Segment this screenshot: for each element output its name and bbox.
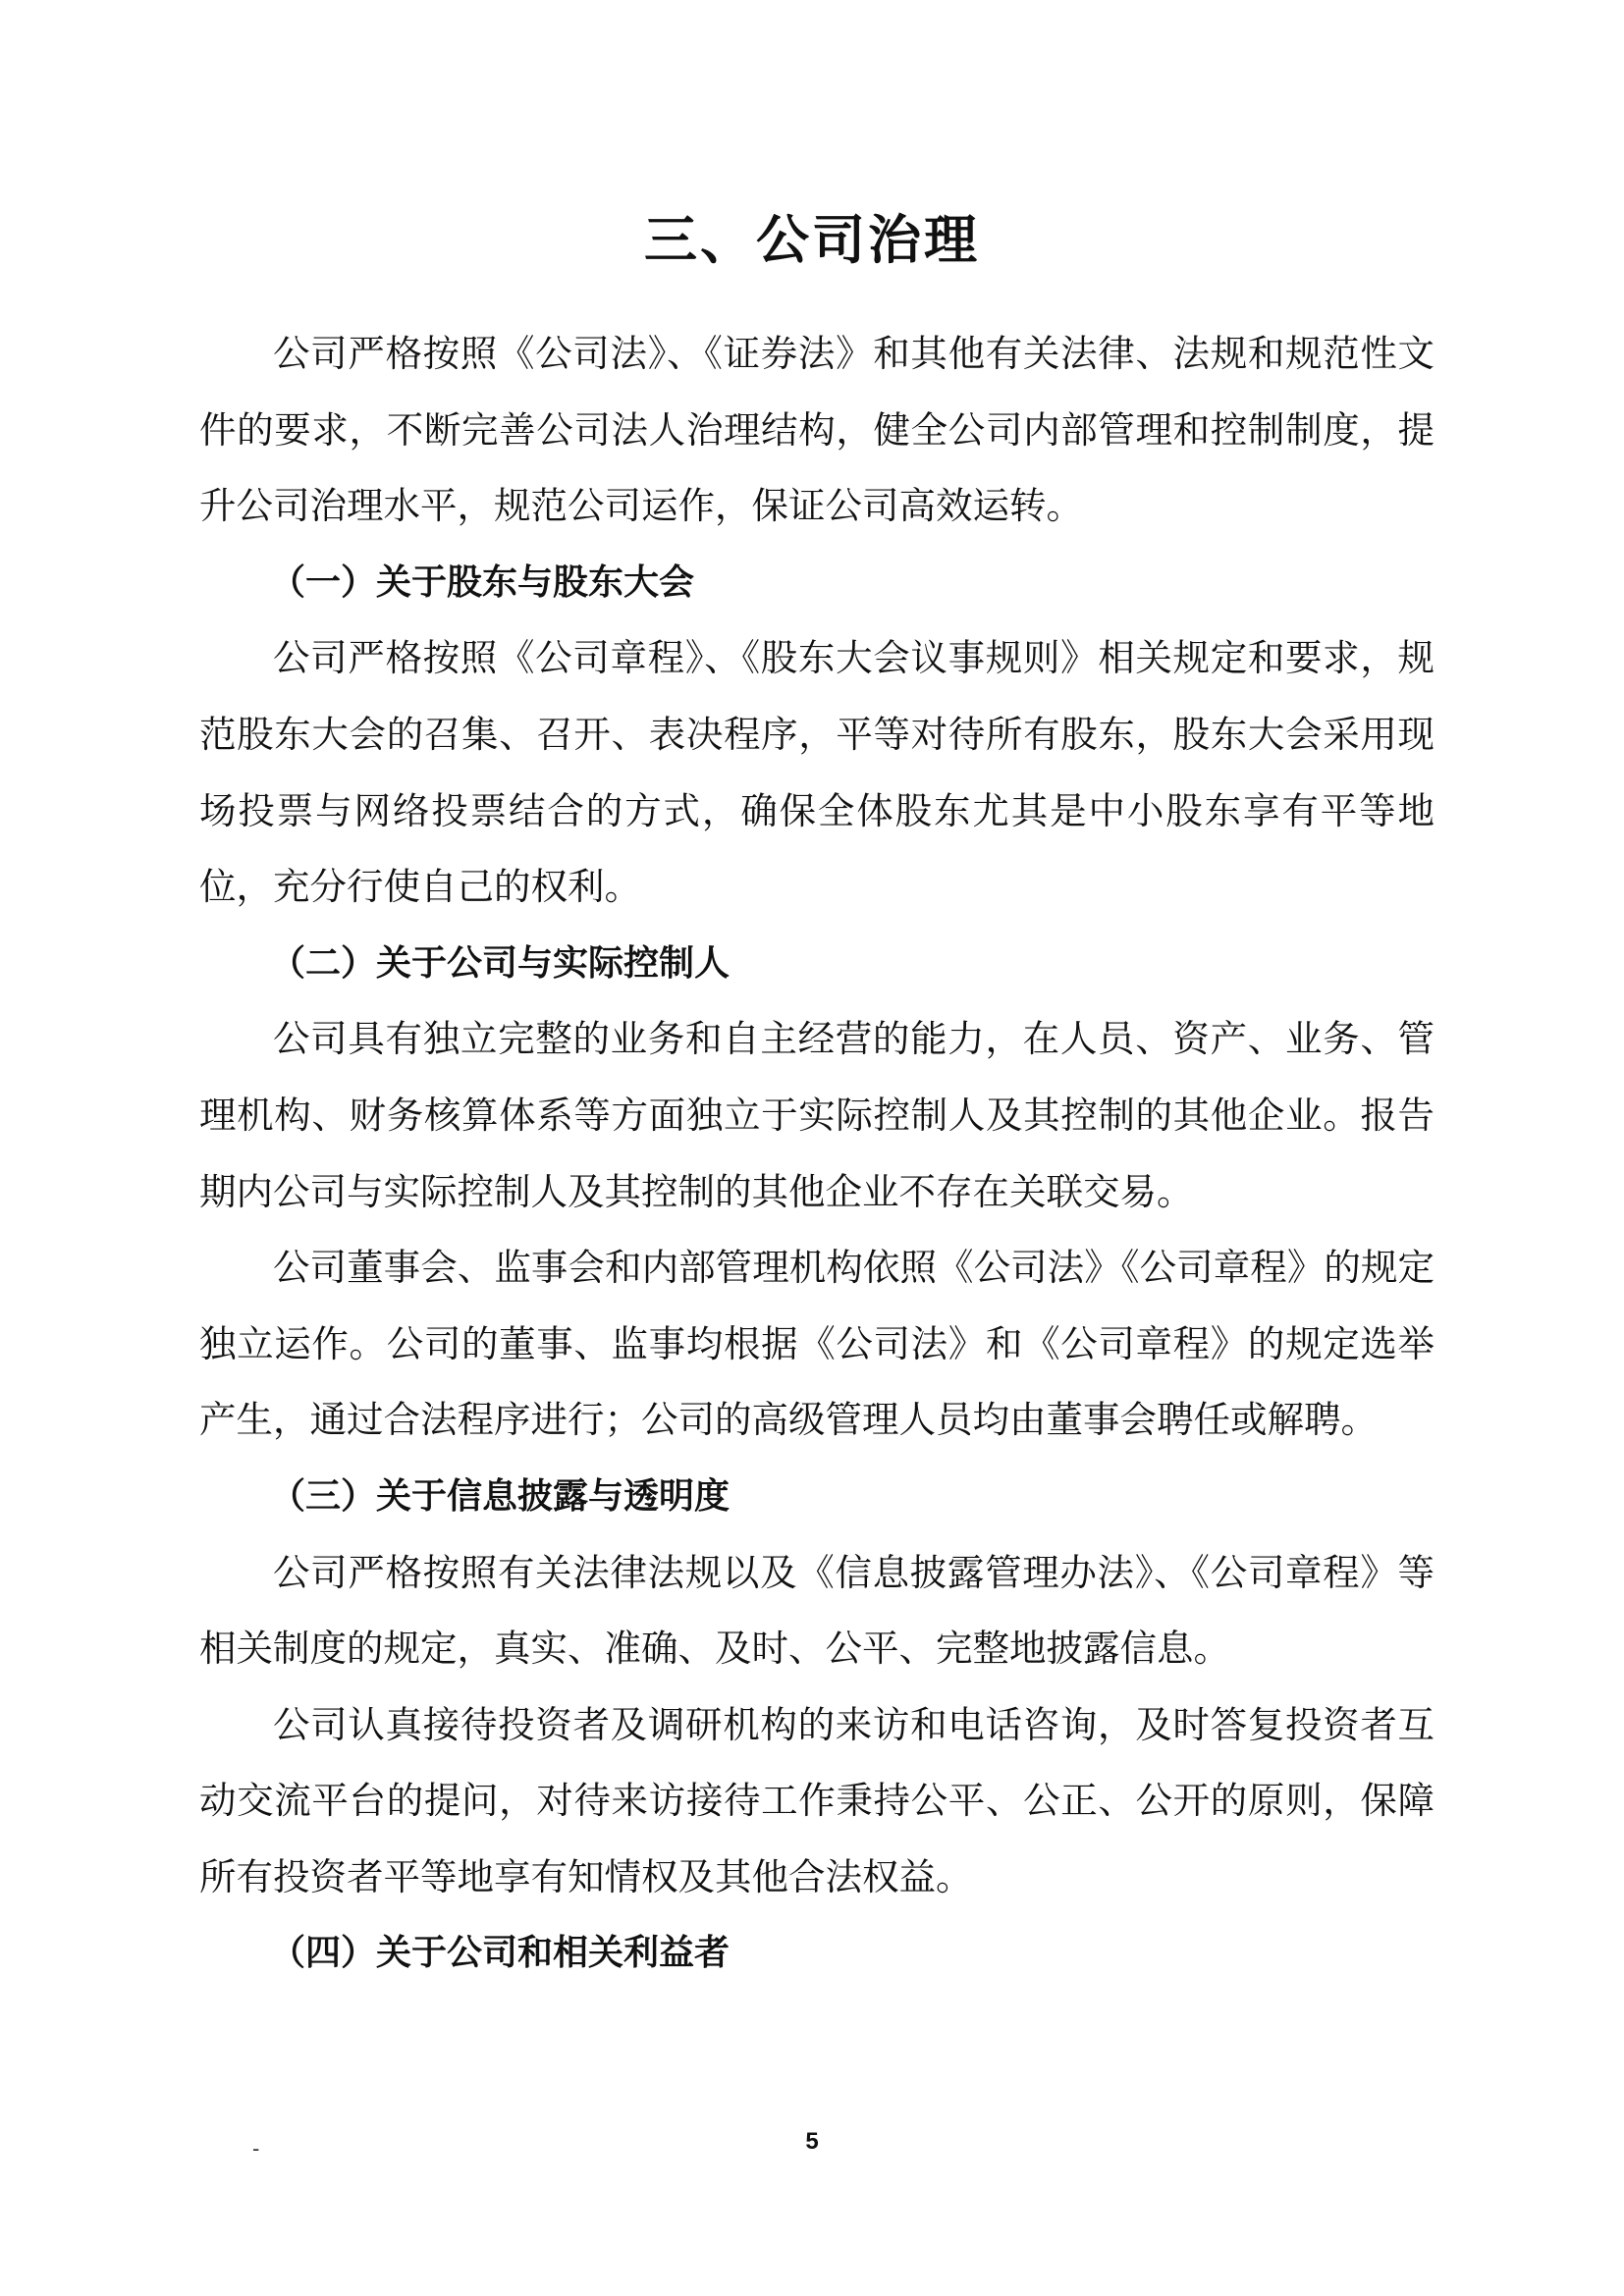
section-heading-disclosure: （三）关于信息披露与透明度	[270, 1475, 731, 1517]
disclosure-paragraph-2: 公司认真接待投资者及调研机构的来访和电话咨询，及时答复投资者互动交流平台的提问，对待来访接待工作秉持公平、公正、公开的原则，保障所有投资者平等地享有知情权及其他合法权益。	[199, 1702, 1435, 1898]
page-number: 5	[805, 2128, 819, 2155]
shareholders-paragraph: 公司严格按照《公司章程》、《股东大会议事规则》相关规定和要求，规范股东大会的召集、召开、表决程序，平等对待所有股东，股东大会采用现场投票与网络投票结合的方式，确保全体股东尤其是中小股东享有平等地位，充分行使自己的权利。	[199, 636, 1435, 909]
section-heading-stakeholders: （四）关于公司和相关利益者	[270, 1933, 731, 1974]
document-body	[199, 316, 1435, 1992]
section-heading-shareholders: （一）关于股东与股东大会	[270, 561, 695, 603]
page-title: 三、公司治理	[644, 209, 980, 271]
controller-paragraph-2: 公司董事会、监事会和内部管理机构依照《公司法》《公司章程》的规定独立运作。公司的董事、监事均根据《公司法》和《公司章程》的规定选举产生，通过合法程序进行；公司的高级管理人员均由董事会聘任或解聘。	[199, 1246, 1435, 1442]
footer-mark: -	[252, 2136, 260, 2161]
disclosure-paragraph-1: 公司严格按照有关法律法规以及《信息披露管理办法》、《公司章程》等相关制度的规定，真实、准确、及时、公平、完整地披露信息。	[199, 1550, 1435, 1671]
intro-paragraph: 公司严格按照《公司法》、《证券法》和其他有关法律、法规和规范性文件的要求，不断完善公司法人治理结构，健全公司内部管理和控制制度，提升公司治理水平，规范公司运作，保证公司高效运转。	[199, 332, 1435, 528]
controller-paragraph-1: 公司具有独立完整的业务和自主经营的能力，在人员、资产、业务、管理机构、财务核算体系等方面独立于实际控制人及其控制的其他企业。报告期内公司与实际控制人及其控制的其他企业不存在关联交易。	[199, 1017, 1435, 1213]
section-heading-controller: （二）关于公司与实际控制人	[270, 942, 731, 984]
